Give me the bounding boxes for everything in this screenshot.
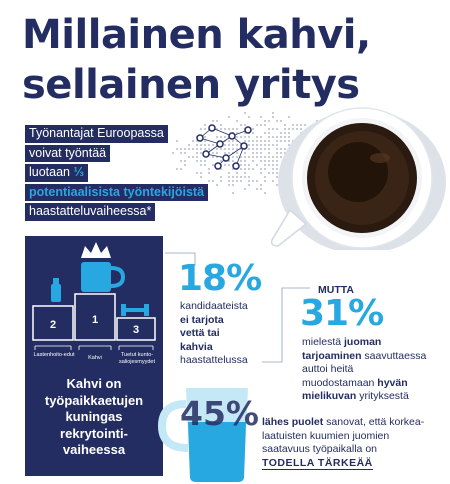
podium-place-1: 1 <box>91 314 99 326</box>
stat-31-line-1-bold: juoman <box>344 336 382 348</box>
mutta-label: MUTTA <box>318 284 354 296</box>
intro-fraction: ⅓ <box>73 165 84 179</box>
intro-line-5: haastatteluvaiheessa* <box>25 203 155 221</box>
stat-45-text <box>262 416 424 470</box>
podium-place-2: 2 <box>49 319 57 331</box>
stat-18-value: 18% <box>178 258 262 299</box>
podium-label-coffee: Kahvi <box>88 355 102 361</box>
stat-45-value: 45% <box>180 394 259 433</box>
title-line-2: sellainen yritys <box>22 62 360 108</box>
stat-31-line-5: yrityksestä <box>356 390 409 402</box>
stat-45-line-1-bold: lähes puolet <box>262 416 324 428</box>
stat-18-line-2: ei tarjota <box>180 313 224 326</box>
podium-label-childcare: Lastenhoito-edut <box>33 352 75 358</box>
stat-31-line-4-bold: hyvän <box>377 376 408 389</box>
intro-line-1: Työnantajat Euroopassa <box>25 125 168 143</box>
stat-18-line-1: kandidaateista <box>180 300 248 312</box>
panel-line-1: Kahvi on <box>66 376 122 391</box>
panel-line-5: vaiheessa <box>62 442 126 457</box>
stat-31-text <box>302 336 426 404</box>
stat-18-line-5: haastattelussa <box>180 354 248 366</box>
intro-line-2: voivat työntää <box>25 145 110 163</box>
stat-31-line-3: auttoi heitä <box>302 363 354 375</box>
stat-45-line-3: saatavuus työpaikalla on <box>262 443 377 455</box>
stat-18-line-4: kahvia <box>180 340 213 353</box>
title-line-1: Millainen kahvi, <box>22 12 371 58</box>
panel-line-2: työpaikkaetujen <box>44 392 144 408</box>
stat-31-line-2: saavuttaessa <box>361 349 427 362</box>
stat-45-line-2: laatuisten kuumien juomien <box>262 429 390 442</box>
podium-label-gym: Tuetut kunto-saliojesmyydet <box>118 352 156 365</box>
intro-line-4-text: potentiaalisista työntekijöistä <box>29 184 205 199</box>
stat-45-emphasis: TODELLA TÄRKEÄÄ <box>262 456 373 469</box>
panel-line-3: kuningas <box>65 409 123 424</box>
stat-31-value: 31% <box>300 293 384 334</box>
stat-31-line-5-bold: mielikuvan <box>302 390 357 402</box>
stat-31-line-4: muodostamaan <box>302 376 378 389</box>
intro-line-3-prefix: luotaan <box>29 165 74 179</box>
stat-18-line-3: vettä tai <box>180 327 220 339</box>
stat-31-line-2-bold: tarjoaminen <box>302 349 362 362</box>
podium-place-3: 3 <box>132 324 140 336</box>
stat-31-line-1: mielestä <box>302 336 345 348</box>
stat-45-line-1: sanovat, että korkea- <box>323 416 425 428</box>
stat-18-text <box>180 300 248 368</box>
panel-line-4: rekrytointi- <box>60 425 128 441</box>
